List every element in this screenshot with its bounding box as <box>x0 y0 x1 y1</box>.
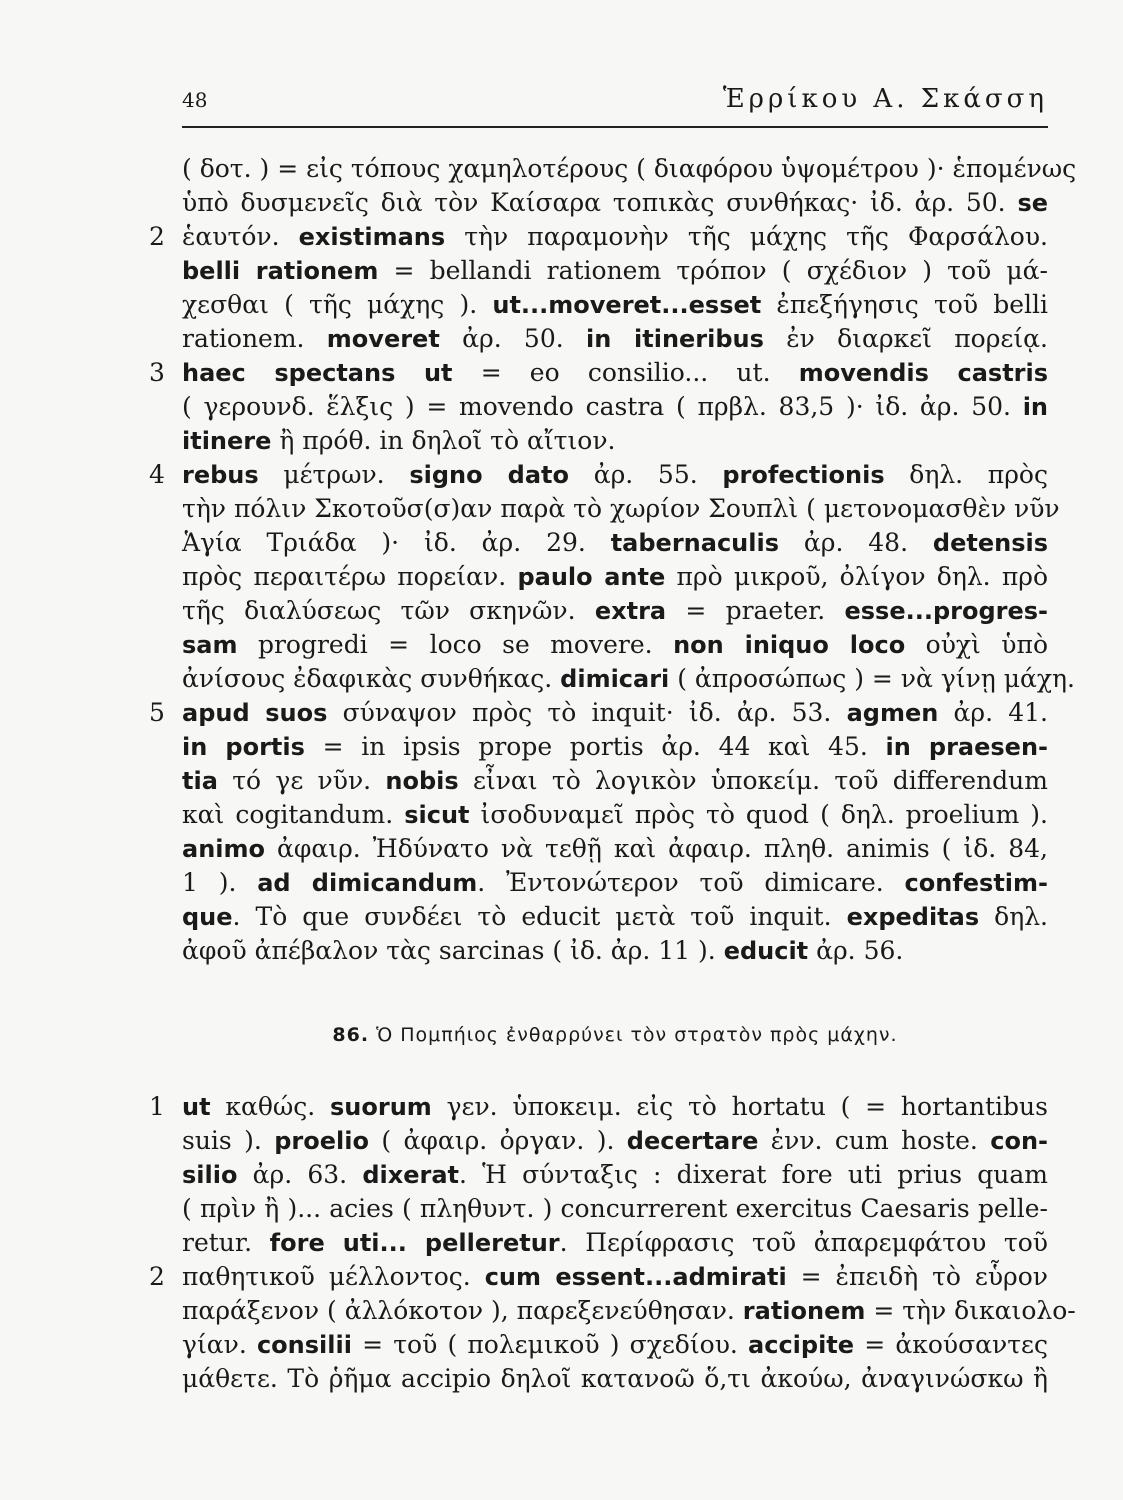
lemma: suorum <box>330 1093 432 1121</box>
text-line: ( πρὶν ἢ )... acies ( πληθυντ. ) concurrerent exercitus Caesaris pelle- <box>182 1194 1048 1223</box>
text-line: suis ). proelio ( ἀφαιρ. ὀργαν. ). decertare ἐνν. cum hoste. con- <box>182 1126 1048 1155</box>
lemma: agmen <box>846 699 939 727</box>
text-line: silio ἀρ. 63. dixerat. Ἡ σύνταξις : dixerat fore uti prius quam <box>182 1160 1048 1189</box>
lemma: cum essent...admirati <box>484 1263 787 1291</box>
lemma: in itineribus <box>586 325 764 353</box>
text-line: 2 ἑαυτόν. existimans τὴν παραμονὴν τῆς μάχης τῆς Φαρσάλου. <box>182 220 1048 254</box>
text-line: que. Τὸ que συνδέει τὸ educit μετὰ τοῦ inquit. expeditas δηλ. <box>182 902 1048 931</box>
lemma: tabernaculis <box>610 529 779 557</box>
lemma: animo <box>182 835 266 863</box>
lemma: consilii <box>256 1331 352 1359</box>
line-number: 2 <box>149 222 165 251</box>
text-line: in portis = in ipsis prope portis ἀρ. 44 καὶ 45. in praesen- <box>182 732 1048 761</box>
lemma: rationem <box>742 1297 866 1325</box>
lemma: in praesen- <box>885 733 1048 761</box>
text-line: retur. fore uti... pelleretur. Περίφρασις τοῦ ἀπαρεμφάτου τοῦ <box>182 1228 1048 1257</box>
running-title: Ἑρρίκου Α. Σκάσση <box>722 84 1048 114</box>
lemma: paulo ante <box>517 563 666 591</box>
lemma: educit <box>723 937 809 965</box>
lemma: non iniquo loco <box>673 631 906 659</box>
lemma: ut...moveret...esset <box>492 291 762 319</box>
lemma: dixerat <box>362 1161 459 1189</box>
lemma: belli rationem <box>182 257 379 285</box>
lemma: detensis <box>932 529 1049 557</box>
text-line: ( δοτ. ) = εἰς τόπους χαμηλοτέρους ( διαφόρου ὑψομέτρου )· ἑπομένως <box>182 154 1077 183</box>
lemma: tia <box>182 767 218 795</box>
lemma: que <box>182 903 233 931</box>
text-line: tia τό γε νῦν. nobis εἶναι τὸ λογικὸν ὑποκείμ. τοῦ differendum <box>182 766 1048 795</box>
lemma: moveret <box>326 325 440 353</box>
text-line: belli rationem = bellandi rationem τρόπον ( σχέδιον ) τοῦ μά- <box>182 256 1048 285</box>
lemma: apud suos <box>182 699 328 727</box>
line-number: 4 <box>149 460 165 489</box>
lemma: existimans <box>298 223 446 251</box>
lemma: itinere <box>182 427 272 455</box>
lemma: se <box>1017 189 1048 217</box>
commentary-block-86 <box>149 1090 1076 1396</box>
text-line: itinere ἢ πρόθ. in δηλοῖ τὸ αἴτιον. <box>182 426 616 455</box>
text-line: τὴν πόλιν Σκοτοῦσ(σ)αν παρὰ τὸ χωρίον Σουπλὶ ( μετονομασθὲν νῦν <box>182 494 1060 523</box>
text-line: 1 ut καθώς. suorum γεν. ὑποκειμ. εἰς τὸ hortatu ( = hortantibus <box>182 1090 1048 1124</box>
text-line: 1 ). ad dimicandum. Ἐντονώτερον τοῦ dimicare. confestim- <box>182 868 1048 897</box>
lemma: in <box>1022 393 1048 421</box>
lemma: sam <box>182 631 238 659</box>
lemma: nobis <box>385 767 459 795</box>
page-number: 48 <box>182 88 208 112</box>
lemma: expeditas <box>846 903 980 931</box>
line-number: 5 <box>149 698 165 727</box>
lemma: signo dato <box>409 461 570 489</box>
section-heading <box>182 1024 1048 1046</box>
text-line: animo ἀφαιρ. Ἠδύνατο νὰ τεθῇ καὶ ἀφαιρ. πληθ. animis ( ἰδ. 84, <box>182 834 1048 863</box>
lemma: fore uti... pelleretur <box>269 1229 560 1257</box>
lemma: silio <box>182 1161 238 1189</box>
text-line: Ἁγία Τριάδα )· ἰδ. ἀρ. 29. tabernaculis ἀρ. 48. detensis <box>182 528 1049 557</box>
text-line: 4 rebus μέτρων. signo dato ἀρ. 55. profectionis δηλ. πρὸς <box>182 458 1048 492</box>
text-line: ὑπὸ δυσμενεῖς διὰ τὸν Καίσαρα τοπικὰς συνθήκας· ἰδ. ἀρ. 50. se <box>182 188 1048 217</box>
lemma: rebus <box>182 461 259 489</box>
commentary-block-85 <box>149 152 1077 968</box>
lemma: profectionis <box>722 461 885 489</box>
text-line: 2 παθητικοῦ μέλλοντος. cum essent...admirati = ἐπειδὴ τὸ εὗρον <box>182 1260 1048 1294</box>
lemma: ad dimicandum <box>257 869 478 897</box>
lemma: extra <box>594 597 667 625</box>
line-number: 1 <box>149 1092 165 1121</box>
text-line: μάθετε. Τὸ ῥῆμα accipio δηλοῖ κατανοῶ ὅ,τι ἀκούω, ἀναγινώσκω ἢ <box>182 1364 1048 1393</box>
lemma: movendis castris <box>798 359 1049 387</box>
line-number: 2 <box>149 1262 165 1291</box>
lemma: ut <box>182 1093 211 1121</box>
lemma: decertare <box>626 1127 759 1155</box>
page-header <box>182 84 1048 124</box>
lemma: proelio <box>274 1127 369 1155</box>
lemma: in portis <box>182 733 305 761</box>
text-line: 3 haec spectans ut = eo consilio... ut. movendis castris <box>182 356 1048 390</box>
section-number: 86. <box>332 1024 370 1046</box>
lemma: accipite <box>748 1331 855 1359</box>
text-line: γίαν. consilii = τοῦ ( πολεμικοῦ ) σχεδίου. accipite = ἀκούσαντες <box>182 1330 1048 1359</box>
text-line: καὶ cogitandum. sicut ἰσοδυναμεῖ πρὸς τὸ quod ( δηλ. proelium ). <box>182 800 1048 829</box>
text-line: χεσθαι ( τῆς μάχης ). ut...moveret...esset ἐπεξήγησις τοῦ belli <box>182 290 1048 319</box>
section-title: Ὁ Πομπήιος ἐνθαρρύνει τὸν στρατὸν πρὸς μάχην. <box>376 1024 898 1046</box>
text-line: ( γερουνδ. ἕλξις ) = movendo castra ( πρβλ. 83,5 )· ἰδ. ἀρ. 50. in <box>182 392 1048 421</box>
text-line: πρὸς περαιτέρω πορείαν. paulo ante πρὸ μικροῦ, ὀλίγον δηλ. πρὸ <box>182 562 1049 591</box>
lemma: confestim- <box>904 869 1048 897</box>
text-line: sam progredi = loco se movere. non iniquo loco οὐχὶ ὑπὸ <box>182 630 1048 659</box>
lemma: esse...progres- <box>844 597 1049 625</box>
lemma: haec spectans ut <box>182 359 453 387</box>
text-line: παράξενον ( ἀλλόκοτον ), παρεξενεύθησαν. rationem = τὴν δικαιολο- <box>182 1296 1076 1325</box>
text-line: ἀφοῦ ἀπέβαλον τὰς sarcinas ( ἰδ. ἀρ. 11 ). educit ἀρ. 56. <box>182 936 904 965</box>
text-line: ἀνίσους ἐδαφικὰς συνθήκας. dimicari ( ἀπροσώπως ) = νὰ γίνῃ μάχη. <box>182 664 1075 693</box>
text-line: 5 apud suos σύναψον πρὸς τὸ inquit· ἰδ. ἀρ. 53. agmen ἀρ. 41. <box>182 696 1048 730</box>
text-line: rationem. moveret ἀρ. 50. in itineribus ἐν διαρκεῖ πορείᾳ. <box>182 324 1048 353</box>
text-line: τῆς διαλύσεως τῶν σκηνῶν. extra = praeter. esse...progres- <box>182 596 1049 625</box>
header-rule <box>182 126 1048 128</box>
lemma: sicut <box>404 801 470 829</box>
line-number: 3 <box>149 358 165 387</box>
lemma: con- <box>990 1127 1048 1155</box>
lemma: dimicari <box>560 665 670 693</box>
